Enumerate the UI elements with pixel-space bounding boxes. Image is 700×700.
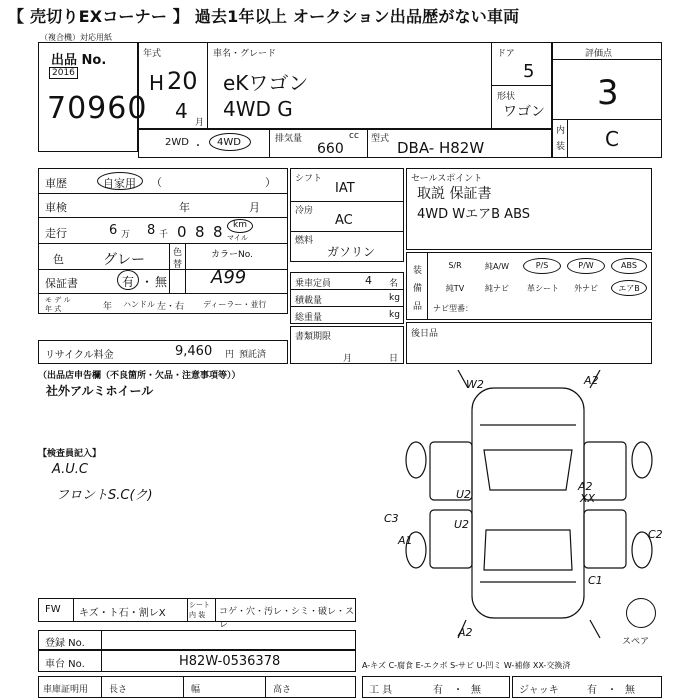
inspection-year: 年 [179,201,190,214]
color-no-value: A99 [211,267,247,288]
equipment-label-3: 品 [413,302,423,312]
fuel-label: 燃料 [295,236,314,246]
score-box [552,42,662,158]
capacity-unit: 名 [389,279,399,289]
cert-row [38,676,356,698]
lot-label: 出品 No. [51,53,107,68]
inspector-label: 【検査員記入】 [38,449,102,459]
header-bar [0,0,700,32]
equip-sr: S/R [448,261,462,270]
year-model-box [138,42,552,130]
selling-points-box [406,168,652,250]
docs-box [290,326,404,364]
store-notes-line1: 社外アルミホイール [46,384,154,398]
inspector-line2: フロントS.C(ク) [56,488,153,503]
equip-abs: ABS [621,261,637,270]
info-left-box [38,168,288,314]
history-value: 自家用 [103,177,136,190]
weight-label: 総重量 [295,313,323,323]
late-day-box [406,322,652,364]
spare-label: スペア [622,637,650,647]
tools-no: 無 [471,685,481,696]
interior-label-2: 装 [556,142,566,152]
docs-label: 書類期限 [295,332,332,342]
mileage-man-num: 6 [109,223,118,238]
jack-no: 無 [625,685,635,696]
tools-yes: 有 [433,685,443,696]
load-unit: kg [389,293,400,303]
cert-label: 車庫証明用 [43,685,89,695]
mark-xx: XX [580,492,596,505]
mileage-sen: 千 [159,230,169,240]
color-change-2: 替 [173,260,183,270]
mark-a2-top: A2 [584,374,599,387]
type-value: DBA- H82W [397,139,485,157]
fuel-value: ガソリン [327,245,376,259]
model-year-label-1: モ デ ル [45,296,71,304]
warranty-yes: 有 [122,275,135,289]
equip-tv: 純TV [445,284,465,293]
equip-pw: P/W [578,261,594,270]
color-change-1: 色 [173,248,183,258]
mileage-label: 走行 [45,227,67,240]
model-label: 車名・グレード [213,49,277,59]
history-open: （ [151,176,162,189]
lot-year-stamp: 2016 [49,67,78,79]
legend: A-キズ C-腐食 E-エクボ S-サビ U-凹ミ W-補修 XX-交換済 [362,661,571,670]
tools-dot: ・ [453,685,463,696]
shift-value: IAT [335,181,355,196]
displacement-unit: cc [349,131,359,141]
aircon-value: AC [335,213,353,228]
mileage-digit-2: 8 [195,223,205,241]
doors-value: 5 [523,61,535,82]
mileage-unit-km: km [233,220,247,230]
chassis-label: 車台 No. [45,659,85,670]
equip-nav-label: ナビ型番： [433,304,473,313]
color-no-label: カラーNo. [211,250,253,260]
shift-label: シフト [295,174,323,184]
equipment-box [406,252,652,320]
warranty-dot: ・ [141,275,154,289]
mileage-digit-3: 8 [213,223,223,241]
equip-airbag: エアB [618,284,640,293]
mark-c3: C3 [384,512,399,525]
mark-a2-bottom: A2 [458,626,473,639]
year-value: 20 [167,67,198,95]
model-year-year: 年 [103,302,113,312]
mileage-digit-1: 0 [177,223,187,241]
history-close: ） [265,176,276,189]
inspection-month: 月 [249,201,260,214]
capacity-value: 4 [365,274,372,287]
color-value: グレー [103,252,145,268]
mark-u2-lower: U2 [454,518,470,531]
header-title: 【 売切りEXコーナー 】 過去1年以上 オークション出品歴がない車両 [8,7,520,26]
weight-unit: kg [389,310,400,320]
selling-points-line1: 取説 保証書 [417,186,492,202]
displacement-label: 排気量 [275,134,303,144]
mark-a1: A1 [398,534,413,547]
docs-month: 月 [343,354,353,364]
equipment-label-1: 装 [413,266,423,276]
late-day-label: 後日品 [411,329,439,339]
recycle-status: 預託済 [239,350,267,360]
spare-circle [626,598,656,628]
model-year-label-2: 年 式 [45,305,62,313]
spec-mid-box [290,168,404,262]
equipment-label-2: 備 [413,284,423,294]
mark-c2: C2 [648,528,663,541]
fw-label: FW [45,604,61,615]
fw-seat-2: 内 装 [189,611,206,619]
jack-label: ジャッキ [519,685,559,696]
recycle-label: リサイクル料金 [45,350,114,361]
jack-dot: ・ [607,685,617,696]
shape-label: 形状 [497,92,516,102]
history-label: 車歴 [45,177,67,190]
interior-value: C [605,127,619,151]
mark-w2: W2 [466,378,484,391]
jack-row [512,676,662,698]
fw-seat-text: コゲ・穴・汚レ・シミ・破レ・スレ [219,607,355,630]
cert-length: 長さ [109,685,128,695]
tools-label: 工 具 [369,685,393,696]
year-era: H [149,71,165,95]
spec-row [138,128,552,158]
chassis-value: H82W-0536378 [179,654,281,669]
docs-day: 日 [389,354,399,364]
selling-points-label: セールスポイント [411,174,483,184]
shape-value: ワゴン [503,104,545,120]
inspection-label: 車検 [45,201,67,214]
equip-ext-navi: 外ナビ [574,284,598,293]
model-name: eKワゴン [223,71,309,95]
recycle-value: 9,460 [175,344,213,359]
mark-u2-left: U2 [456,488,472,501]
recycle-unit: 円 [225,350,235,360]
year-month-suffix: 月 [195,118,205,128]
warranty-no: 無 [155,275,168,289]
mark-c1: C1 [588,574,603,587]
equip-ps: P/S [535,261,549,270]
model-year-dealer: ディーラー・並行 [203,300,267,309]
color-label: 色 [53,253,64,266]
registration-row [38,630,356,650]
score-label: 評価点 [585,49,613,59]
lot-number: 70960 [47,91,148,126]
capacity-label: 乗車定員 [295,279,332,289]
equip-aw: 純A/W [484,262,510,271]
doors-label: ドア [497,49,515,59]
mileage-sen-num: 8 [147,223,156,238]
fw-text: キズ・ト石・割レX [79,608,166,619]
drive-4wd: 4WD [217,137,241,148]
year-label: 年式 [143,49,162,59]
cert-width: 幅 [191,685,201,695]
jack-yes: 有 [587,685,597,696]
selling-points-line2: 4WD WエアB ABS [417,207,531,222]
equip-leather: 革シート [527,284,559,293]
type-label: 型式 [371,134,390,144]
aircon-label: 冷房 [295,206,314,216]
model-year-handle-opts: 左・右 [157,302,185,312]
store-notes-label: （出品店申告欄（不良箇所・欠品・注意事項等）） [38,371,241,381]
model-grade: 4WD G [223,97,293,121]
fw-row [38,598,356,630]
interior-label-1: 内 [556,126,566,136]
recycle-box [38,340,288,364]
cert-height: 高さ [273,685,292,695]
drive-2wd: 2WD [165,137,189,148]
registration-label: 登録 No. [45,638,85,649]
inspector-line1: A.U.C [52,462,88,477]
displacement-value: 660 [317,141,344,157]
score-value: 3 [597,73,619,113]
year-month: 4 [175,99,188,123]
top-note: （複合機）対応用紙 [40,33,112,42]
drive-dot: ・ [193,141,203,152]
fw-seat-1: シート [189,601,210,609]
tools-row [362,676,510,698]
mark-a2-right: A2 [578,480,593,493]
lot-box [38,42,148,152]
capacity-box [290,272,404,324]
load-label: 積載量 [295,296,323,306]
mileage-man: 万 [121,230,131,240]
model-year-handle: ハンドル [123,300,155,309]
mileage-unit-mile: マイル [227,234,248,242]
chassis-row [38,650,356,672]
warranty-label: 保証書 [45,277,78,290]
equip-navi: 純ナビ [485,284,509,293]
